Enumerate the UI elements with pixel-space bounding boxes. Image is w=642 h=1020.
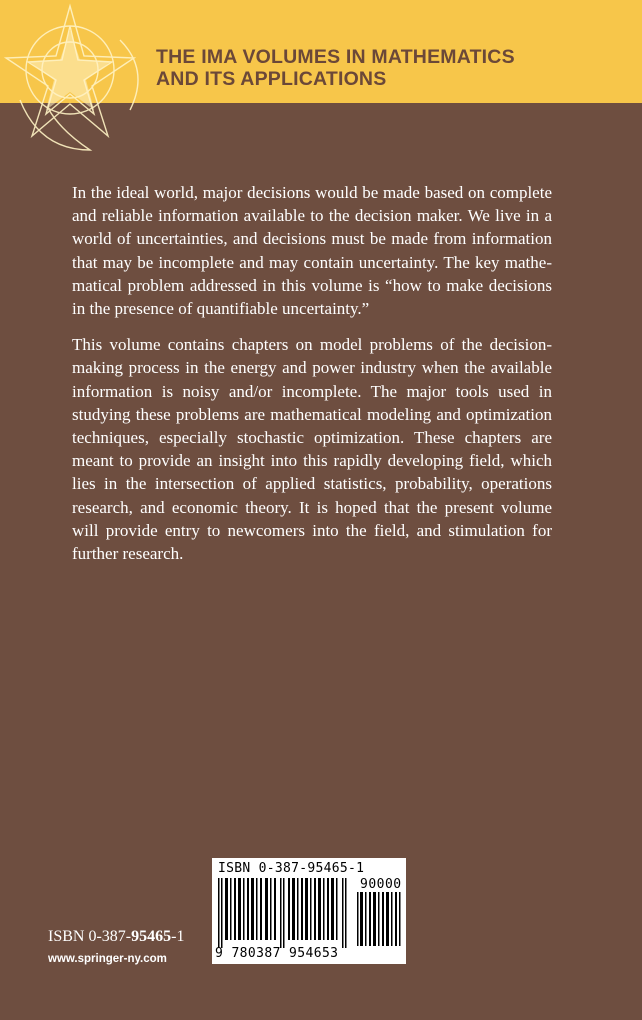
- isbn-number: [48, 928, 184, 946]
- star-ornament-logo: [0, 0, 160, 160]
- ean-digits: 9 780387 954653: [215, 946, 339, 961]
- barcode-isbn-label: ISBN 0-387-95465-1: [218, 861, 365, 876]
- series-title-line-1: THE IMA VOLUMES IN MATHEMATICS: [156, 46, 515, 68]
- blurb-paragraph-1: In the ideal world, major decisions would be made based on complete and reliable information available to the decision maker. We live in a world of uncertainties, and decisions must be made from information that may be incomplete and may contain uncertainty. The key mathematical problem addressed in this volume is “how to make decisions in the presence of quantifiable uncertainty.”: [72, 183, 552, 319]
- isbn-barcode: [212, 858, 406, 964]
- isbn-suffix: -1: [171, 928, 185, 945]
- addon-barcode-bars: [356, 892, 402, 946]
- isbn-prefix: ISBN 0-387-: [48, 928, 132, 945]
- series-title: [156, 46, 626, 90]
- isbn-bold-part: 95465: [131, 928, 172, 945]
- back-cover-blurb: [72, 181, 552, 578]
- barcode-addon-digits: 90000: [360, 877, 402, 892]
- blurb-paragraph-2: This volume contains chapters on model problems of the decision-making process in the energy and power industry when the available information is noisy and/or incomplete. The major tools used in studying these problems are mathematical modeling and optimization techniques, especially stochastic optimization. These chapters are meant to provide an insight into this rapidly developing field, which lies in the intersection of applied statistics, probability, operations research, and economic theory. It is hoped that the present volume will provide entry to newcomers into the field, and stimulation for further research.: [72, 335, 552, 564]
- series-title-line-2: AND ITS APPLICATIONS: [156, 68, 387, 90]
- publisher-website: www.springer-ny.com: [48, 953, 167, 965]
- ean-barcode-bars: [216, 878, 352, 948]
